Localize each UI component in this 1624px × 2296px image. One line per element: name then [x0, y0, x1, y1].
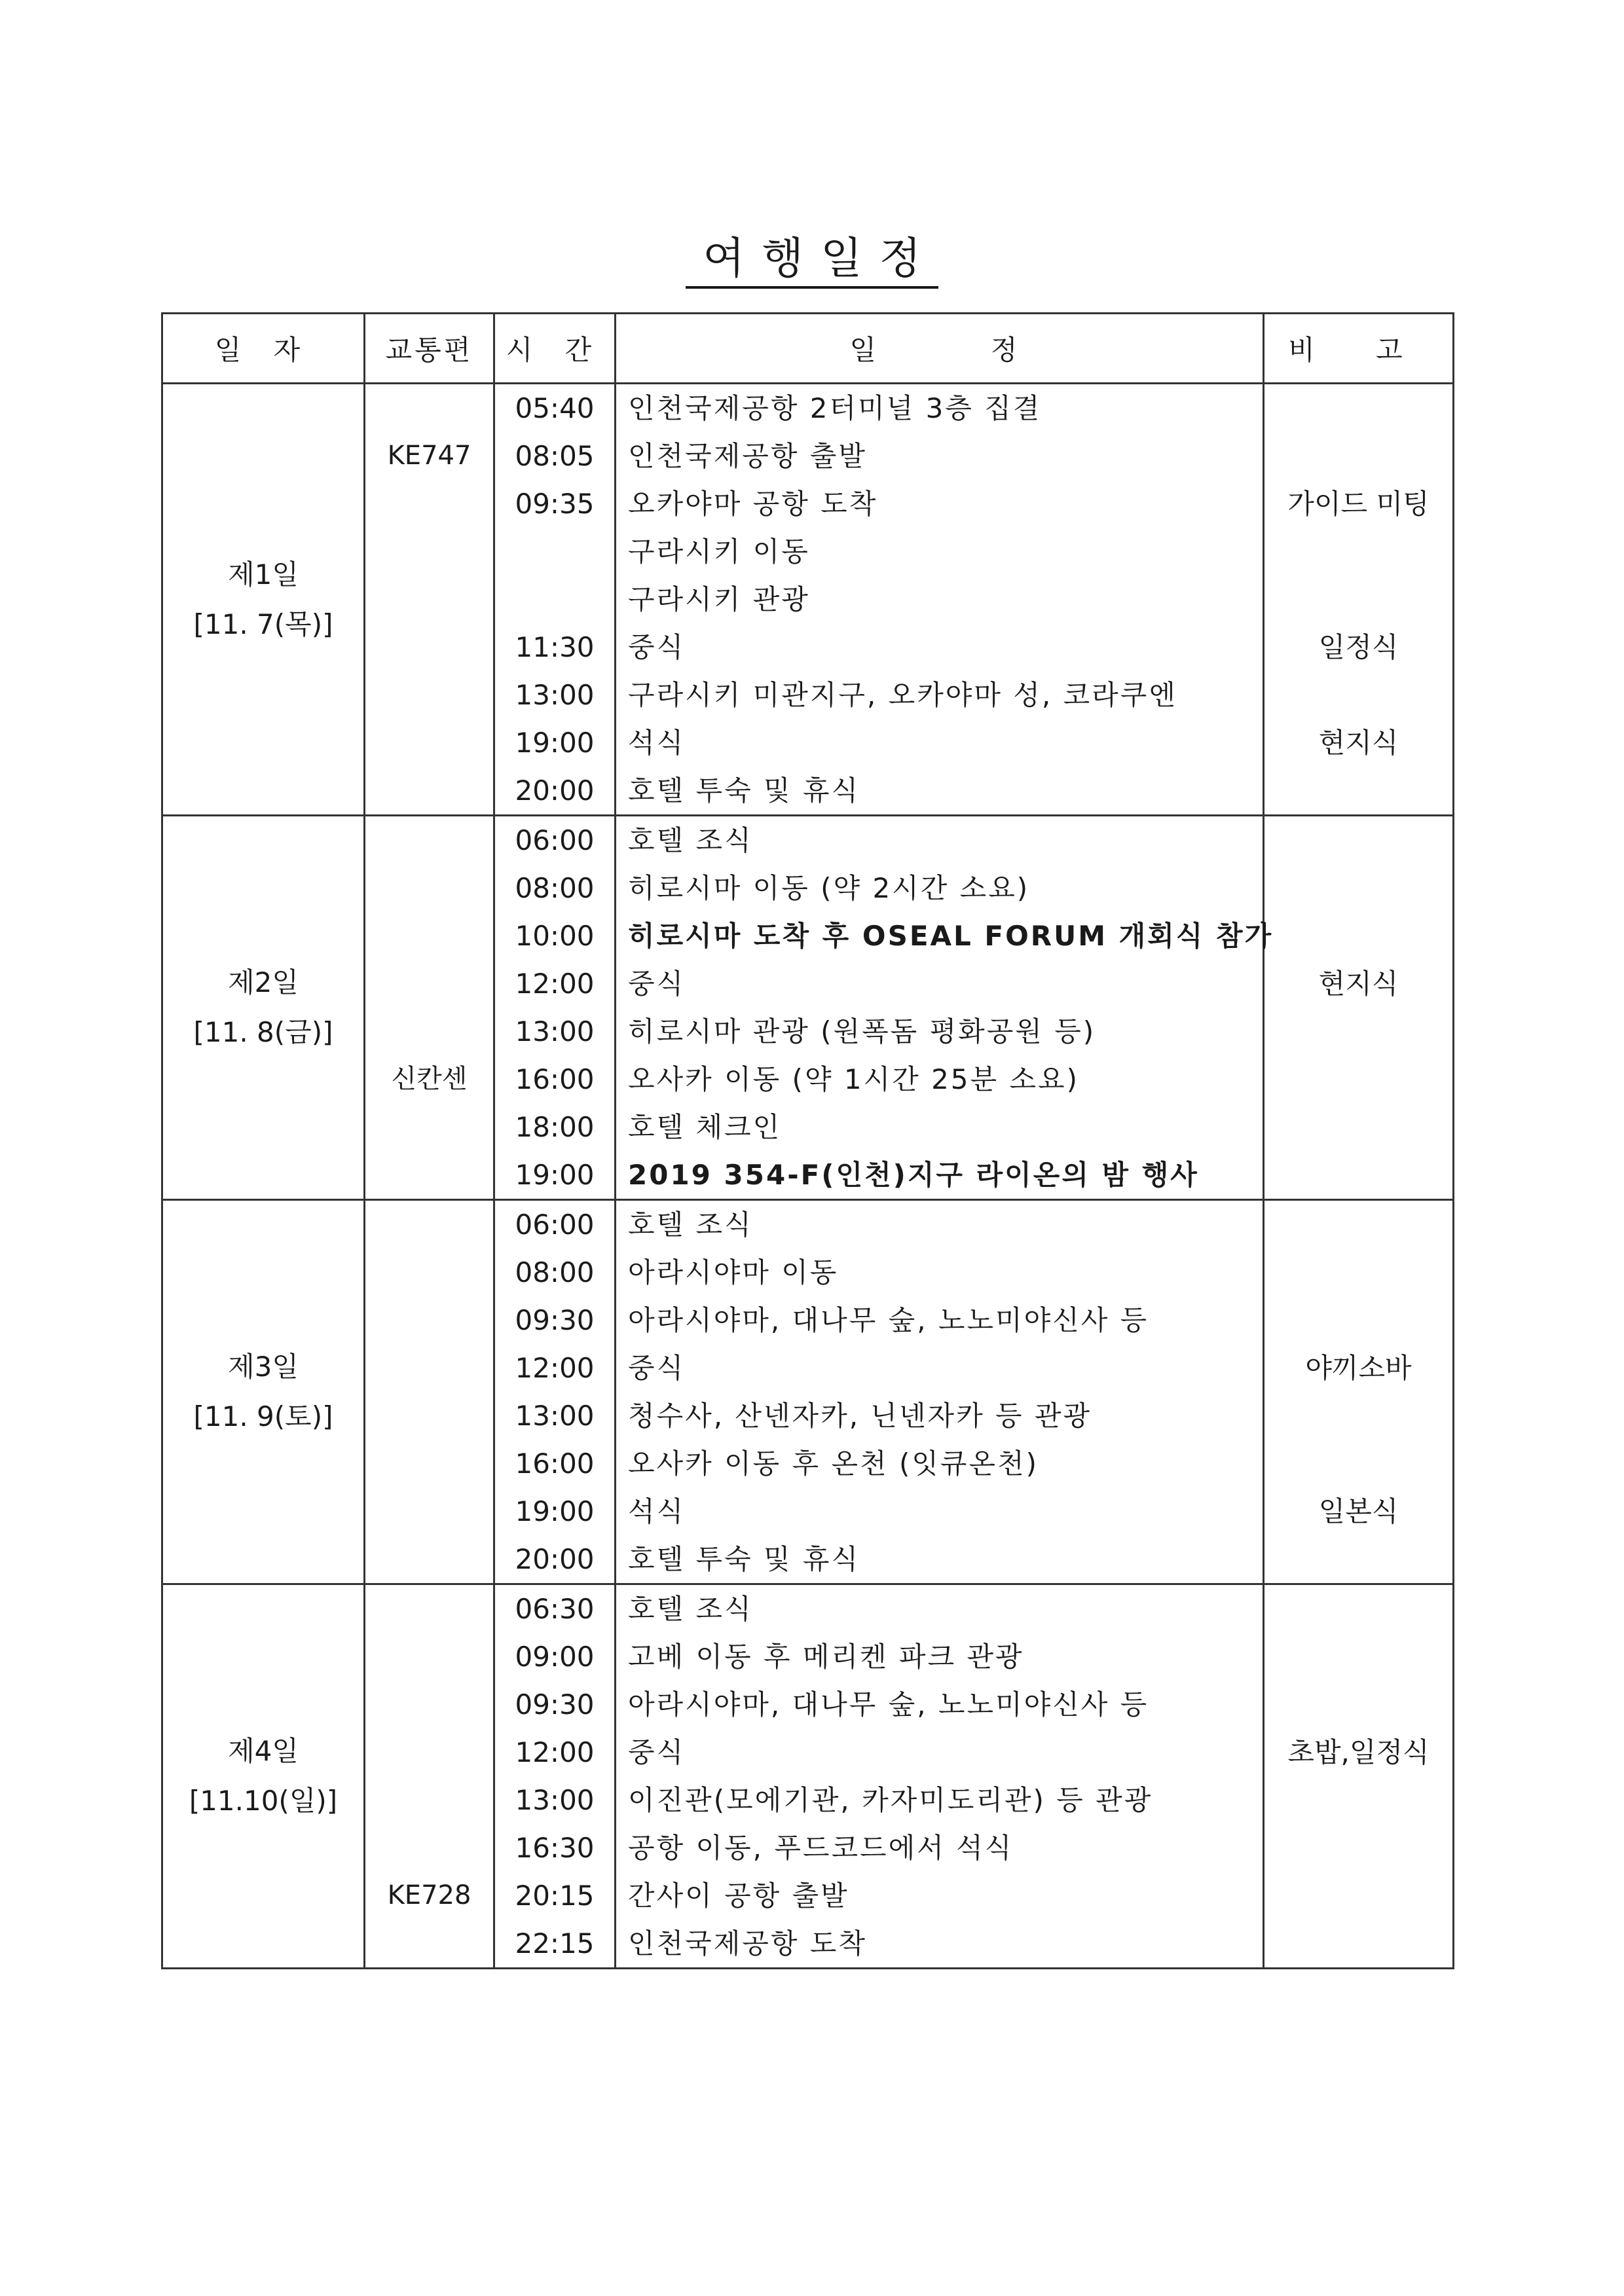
transport-line — [365, 1487, 493, 1535]
schedule-item-line: 구라시키 관광 — [628, 583, 810, 615]
transport-line — [365, 864, 493, 912]
note-line: 일정식 — [1318, 631, 1399, 663]
transport-line — [365, 1344, 493, 1392]
day-cell — [162, 384, 365, 816]
time-line: 16:00 — [515, 1448, 595, 1480]
schedule-item-line: 오사카 이동 후 온천 (잇큐온천) — [628, 1448, 1039, 1480]
day-number: 제2일 — [228, 966, 299, 998]
note-line — [1264, 1055, 1452, 1103]
header-schedule: 일 정 — [616, 314, 1264, 384]
transport-line — [365, 623, 493, 671]
day-number: 제1일 — [228, 558, 299, 591]
header-notes: 비 고 — [1264, 314, 1454, 384]
note-line: 현지식 — [1318, 968, 1399, 1000]
transport-line: KE728 — [387, 1880, 471, 1910]
time-line: 19:00 — [515, 1159, 595, 1191]
schedule-item-cell — [616, 384, 1264, 816]
transport-line — [365, 1776, 493, 1824]
schedule-item-line: 중식 — [628, 1736, 686, 1768]
schedule-item-line: 히로시마 도착 후 OSEAL FORUM 개회식 참가 — [628, 920, 1274, 952]
time-line: 13:00 — [515, 1784, 595, 1816]
schedule-item-line: 중식 — [628, 1352, 686, 1384]
time-line: 19:00 — [515, 1495, 595, 1527]
transport-line — [365, 1920, 493, 1967]
note-line — [1264, 528, 1452, 575]
schedule-item-line: 구라시키 미관지구, 오카야마 성, 코라쿠엔 — [628, 679, 1177, 711]
transport-line: KE747 — [387, 441, 471, 471]
time-line: 22:15 — [515, 1927, 595, 1959]
time-line: 12:00 — [515, 1352, 595, 1384]
schedule-item-line: 인천국제공항 2터미널 3층 집결 — [628, 392, 1042, 424]
schedule-item-line: 호텔 조식 — [628, 1209, 753, 1241]
note-line — [1264, 1103, 1452, 1151]
note-line: 현지식 — [1318, 727, 1399, 759]
transport-line — [365, 575, 493, 623]
header-transport: 교통편 — [365, 314, 494, 384]
note-cell — [1264, 816, 1454, 1200]
page-title-text: 여행일정 — [686, 233, 938, 289]
transport-line — [365, 912, 493, 960]
schedule-item-line: 호텔 체크인 — [628, 1111, 782, 1143]
transport-line — [365, 480, 493, 528]
time-line: 06:30 — [515, 1593, 595, 1625]
transport-cell — [365, 816, 494, 1200]
note-line — [1264, 1392, 1452, 1440]
time-cell — [494, 384, 616, 816]
time-line: 20:00 — [515, 1543, 595, 1575]
note-line: 일본식 — [1318, 1495, 1399, 1527]
transport-line — [365, 1728, 493, 1776]
time-line: 13:00 — [515, 1400, 595, 1432]
note-line — [1264, 864, 1452, 912]
schedule-item-line: 구라시키 이동 — [628, 536, 810, 568]
time-line — [495, 528, 614, 575]
note-line — [1264, 1440, 1452, 1487]
transport-line — [365, 816, 493, 864]
schedule-item-cell — [616, 1584, 1264, 1969]
schedule-item-line: 2019 354-F(인천)지구 라이온의 밤 행사 — [628, 1159, 1199, 1191]
note-line — [1264, 671, 1452, 719]
time-line: 13:00 — [515, 679, 595, 711]
transport-line — [365, 1585, 493, 1633]
note-line — [1264, 1248, 1452, 1296]
day-date: [11. 7(목)] — [193, 608, 333, 640]
day-cell — [162, 816, 365, 1200]
time-line: 20:15 — [515, 1880, 595, 1912]
schedule-item-line: 석식 — [628, 727, 686, 759]
schedule-item-line: 이진관(모에기관, 카자미도리관) 등 관광 — [628, 1784, 1153, 1816]
schedule-item-line: 청수사, 산넨자카, 닌넨자카 등 관광 — [628, 1400, 1092, 1432]
schedule-item-line: 간사이 공항 출발 — [628, 1880, 849, 1912]
time-line: 09:30 — [515, 1304, 595, 1336]
note-line — [1264, 1008, 1452, 1055]
time-line: 08:00 — [515, 872, 595, 904]
transport-line: 신칸센 — [391, 1064, 468, 1094]
transport-line — [365, 1248, 493, 1296]
day-date: [11.10(일)] — [189, 1785, 338, 1817]
schedule-item-line: 호텔 조식 — [628, 1593, 753, 1625]
day-date: [11. 9(토)] — [193, 1400, 333, 1432]
day-row — [162, 816, 1454, 1200]
transport-cell — [365, 384, 494, 816]
time-line: 05:40 — [515, 392, 595, 424]
time-line: 08:00 — [515, 1256, 595, 1288]
day-row — [162, 1200, 1454, 1584]
time-line: 06:00 — [515, 824, 595, 856]
transport-line — [365, 719, 493, 767]
time-cell — [494, 1584, 616, 1969]
schedule-item-line: 아라시야마 이동 — [628, 1256, 839, 1288]
schedule-item-line: 고베 이동 후 메리켄 파크 관광 — [628, 1641, 1024, 1673]
transport-line — [365, 1296, 493, 1344]
day-cell — [162, 1584, 365, 1969]
time-line: 08:05 — [515, 440, 595, 472]
schedule-item-line: 중식 — [628, 968, 686, 1000]
note-line — [1264, 767, 1452, 814]
time-line: 12:00 — [515, 968, 595, 1000]
table-header-row — [162, 314, 1454, 384]
header-time: 시 간 — [494, 314, 616, 384]
schedule-item-line: 중식 — [628, 631, 686, 663]
note-cell — [1264, 1584, 1454, 1969]
time-line: 16:30 — [515, 1832, 595, 1864]
transport-line — [365, 1008, 493, 1055]
transport-line — [365, 1440, 493, 1487]
transport-cell — [365, 1584, 494, 1969]
transport-line — [365, 1824, 493, 1872]
schedule-item-line: 석식 — [628, 1495, 686, 1527]
day-row — [162, 1584, 1454, 1969]
schedule-item-line: 공항 이동, 푸드코드에서 석식 — [628, 1832, 1014, 1864]
transport-line — [365, 1681, 493, 1728]
time-cell — [494, 816, 616, 1200]
note-line — [1264, 575, 1452, 623]
note-line — [1264, 1585, 1452, 1633]
transport-line — [365, 1103, 493, 1151]
schedule-item-line: 히로시마 이동 (약 2시간 소요) — [628, 872, 1030, 904]
day-date: [11. 8(금)] — [193, 1016, 333, 1048]
schedule-item-line: 호텔 조식 — [628, 824, 753, 856]
note-line — [1264, 1920, 1452, 1967]
day-cell — [162, 1200, 365, 1584]
day-row — [162, 384, 1454, 816]
day-number: 제4일 — [228, 1735, 299, 1767]
note-line — [1264, 1824, 1452, 1872]
header-date: 일 자 — [162, 314, 365, 384]
schedule-item-line: 아라시야마, 대나무 숲, 노노미야신사 등 — [628, 1688, 1149, 1721]
time-line: 20:00 — [515, 774, 595, 807]
day-number: 제3일 — [228, 1351, 299, 1383]
note-line — [1264, 912, 1452, 960]
note-line — [1264, 1151, 1452, 1199]
transport-line — [365, 1201, 493, 1248]
note-line — [1264, 1872, 1452, 1920]
note-line — [1264, 384, 1452, 432]
note-line — [1264, 1201, 1452, 1248]
transport-line — [365, 384, 493, 432]
time-line: 19:00 — [515, 727, 595, 759]
transport-line — [365, 1392, 493, 1440]
time-line: 16:00 — [515, 1063, 595, 1095]
transport-line — [365, 767, 493, 814]
time-line: 13:00 — [515, 1015, 595, 1048]
time-line: 18:00 — [515, 1111, 595, 1143]
transport-line — [365, 1535, 493, 1583]
schedule-item-line: 인천국제공항 도착 — [628, 1927, 867, 1959]
transport-line — [365, 1633, 493, 1681]
time-line: 10:00 — [515, 920, 595, 952]
note-cell — [1264, 1200, 1454, 1584]
note-line: 가이드 미팅 — [1287, 488, 1430, 520]
transport-line — [365, 1151, 493, 1199]
schedule-item-cell — [616, 816, 1274, 1200]
note-line — [1264, 816, 1452, 864]
time-line: 06:00 — [515, 1209, 595, 1241]
time-line: 09:30 — [515, 1688, 595, 1721]
note-line — [1264, 1296, 1452, 1344]
note-line: 야끼소바 — [1305, 1352, 1412, 1384]
time-line: 09:00 — [515, 1641, 595, 1673]
time-cell — [494, 1200, 616, 1584]
itinerary-body — [162, 384, 1454, 1969]
itinerary-table — [161, 312, 1454, 1969]
schedule-item-cell — [616, 1200, 1264, 1584]
schedule-item-line: 호텔 투숙 및 휴식 — [628, 774, 860, 807]
transport-line — [365, 528, 493, 575]
note-line — [1264, 1681, 1452, 1728]
transport-cell — [365, 1200, 494, 1584]
time-line — [495, 575, 614, 623]
schedule-item-line: 인천국제공항 출발 — [628, 440, 867, 472]
time-line: 09:35 — [515, 488, 595, 520]
transport-line — [365, 960, 493, 1008]
transport-line — [365, 671, 493, 719]
time-line: 12:00 — [515, 1736, 595, 1768]
page-title — [0, 229, 1624, 288]
schedule-item-line: 아라시야마, 대나무 숲, 노노미야신사 등 — [628, 1304, 1149, 1336]
note-line — [1264, 1633, 1452, 1681]
note-line — [1264, 432, 1452, 480]
note-line: 초밥,일정식 — [1287, 1736, 1430, 1768]
schedule-item-line: 오사카 이동 (약 1시간 25분 소요) — [628, 1063, 1079, 1095]
schedule-item-line: 호텔 투숙 및 휴식 — [628, 1543, 860, 1575]
note-line — [1264, 1776, 1452, 1824]
note-line — [1264, 1535, 1452, 1583]
schedule-item-line: 오카야마 공항 도착 — [628, 488, 878, 520]
note-cell — [1264, 384, 1454, 816]
schedule-item-line: 히로시마 관광 (원폭돔 평화공원 등) — [628, 1015, 1096, 1048]
time-line: 11:30 — [515, 631, 595, 663]
